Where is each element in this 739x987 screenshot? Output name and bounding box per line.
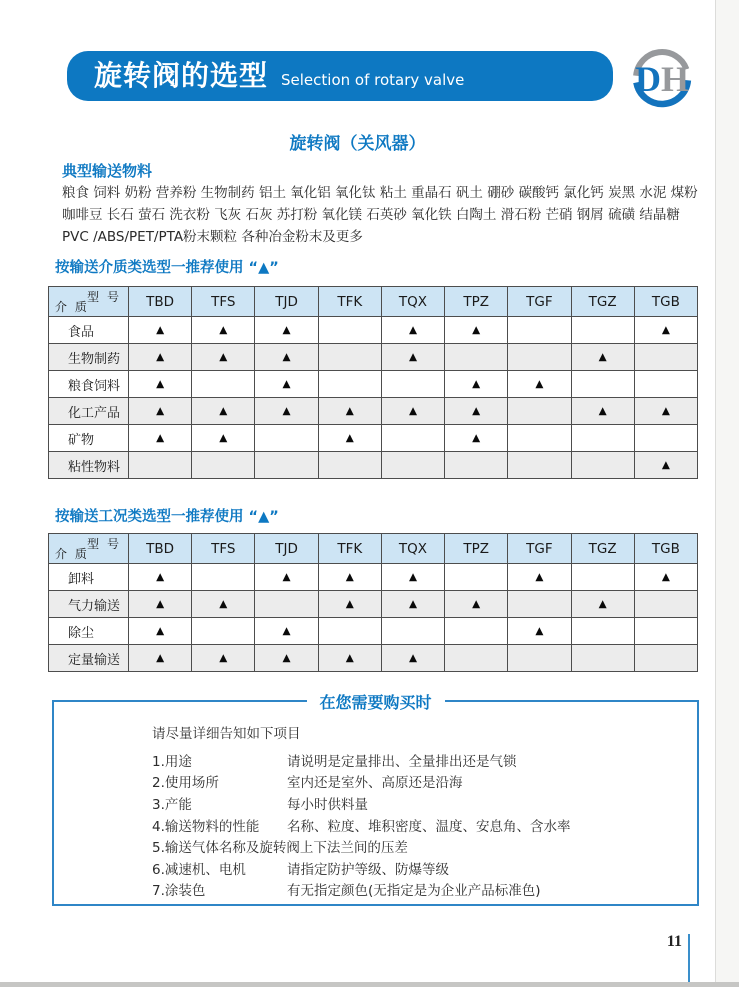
empty-cell — [571, 618, 634, 645]
mark-cell: ▲ — [381, 564, 444, 591]
row-label: 生物制药 — [49, 344, 129, 371]
mark-cell: ▲ — [192, 398, 255, 425]
column-header-tgz: TGZ — [571, 287, 634, 317]
page-bottom-edge — [0, 982, 739, 987]
empty-cell — [508, 344, 571, 371]
column-header-tfk: TFK — [318, 534, 381, 564]
logo-letter-d: D — [634, 59, 661, 99]
purchase-item-desc: 请指定防护等级、防爆等级 — [287, 861, 449, 878]
mark-cell: ▲ — [445, 317, 508, 344]
banner-title-zh: 旋转阀的选型 — [94, 59, 269, 92]
mark-cell: ▲ — [508, 564, 571, 591]
empty-cell — [255, 452, 318, 479]
empty-cell — [318, 344, 381, 371]
materials-heading: 典型输送物料 — [62, 162, 153, 180]
mark-cell: ▲ — [571, 591, 634, 618]
mark-cell: ▲ — [508, 371, 571, 398]
dh-logo — [617, 44, 703, 120]
mark-cell: ▲ — [129, 398, 192, 425]
column-header-tfk: TFK — [318, 287, 381, 317]
table-row — [49, 618, 698, 645]
empty-cell — [508, 317, 571, 344]
mark-cell: ▲ — [255, 344, 318, 371]
mark-cell: ▲ — [381, 398, 444, 425]
corner-bottom-label: 介 质 — [55, 547, 89, 561]
column-header-tqx: TQX — [381, 287, 444, 317]
empty-cell — [318, 618, 381, 645]
mark-cell: ▲ — [445, 398, 508, 425]
purchase-item — [152, 771, 697, 793]
purchase-item — [152, 792, 697, 814]
empty-cell — [634, 591, 697, 618]
empty-cell — [634, 344, 697, 371]
row-label: 卸料 — [49, 564, 129, 591]
purchase-item-label: 2.使用场所 — [152, 775, 219, 792]
purchase-items — [152, 749, 697, 900]
mark-cell: ▲ — [192, 344, 255, 371]
header-row — [49, 287, 698, 317]
empty-cell — [508, 645, 571, 672]
mark-cell: ▲ — [192, 591, 255, 618]
column-header-tgz: TGZ — [571, 534, 634, 564]
purchase-item — [152, 835, 697, 857]
column-header-tbd: TBD — [129, 534, 192, 564]
column-header-tgb: TGB — [634, 287, 697, 317]
page-number-rule — [688, 934, 690, 982]
mark-cell: ▲ — [445, 591, 508, 618]
empty-cell — [634, 618, 697, 645]
page-title: 旋转阀（关风器） — [289, 134, 426, 154]
table-row — [49, 317, 698, 344]
row-label: 气力输送 — [49, 591, 129, 618]
table-row — [49, 645, 698, 672]
purchase-intro: 请尽量详细告知如下项目 — [152, 726, 301, 742]
empty-cell — [634, 425, 697, 452]
mark-cell: ▲ — [634, 564, 697, 591]
column-header-tbd: TBD — [129, 287, 192, 317]
table-row — [49, 344, 698, 371]
empty-cell — [255, 425, 318, 452]
mark-cell: ▲ — [129, 645, 192, 672]
mark-cell: ▲ — [318, 591, 381, 618]
mark-cell: ▲ — [445, 371, 508, 398]
column-header-tfs: TFS — [192, 534, 255, 564]
empty-cell — [508, 398, 571, 425]
empty-cell — [381, 371, 444, 398]
mark-cell: ▲ — [129, 344, 192, 371]
empty-cell — [192, 371, 255, 398]
column-header-tpz: TPZ — [445, 534, 508, 564]
table-row — [49, 398, 698, 425]
empty-cell — [571, 371, 634, 398]
column-header-tqx: TQX — [381, 534, 444, 564]
purchase-item — [152, 749, 697, 771]
empty-cell — [192, 452, 255, 479]
mark-cell: ▲ — [318, 564, 381, 591]
purchase-item-label: 7.涂装色 — [152, 883, 206, 900]
table-row — [49, 452, 698, 479]
empty-cell — [381, 618, 444, 645]
page-number: 11 — [666, 933, 682, 950]
column-header-tgb: TGB — [634, 534, 697, 564]
svg-text:DH — [635, 59, 689, 99]
mark-cell: ▲ — [255, 645, 318, 672]
column-header-tjd: TJD — [255, 287, 318, 317]
empty-cell — [445, 645, 508, 672]
mark-cell: ▲ — [255, 618, 318, 645]
row-label: 粮食饲料 — [49, 371, 129, 398]
table2-heading: 按输送工况类选型一推荐使用 “▲” — [55, 509, 279, 525]
table-row — [49, 591, 698, 618]
empty-cell — [634, 371, 697, 398]
purchase-item-desc: 请说明是定量排出、全量排出还是气锁 — [287, 753, 517, 770]
mark-cell: ▲ — [192, 645, 255, 672]
row-label: 除尘 — [49, 618, 129, 645]
empty-cell — [571, 564, 634, 591]
purchase-item — [152, 857, 697, 879]
selection-table — [48, 533, 698, 672]
purchase-item-desc: 名称、粒度、堆积密度、温度、安息角、含水率 — [287, 818, 571, 835]
row-label: 化工产品 — [49, 398, 129, 425]
empty-cell — [508, 425, 571, 452]
empty-cell — [571, 317, 634, 344]
empty-cell — [255, 591, 318, 618]
empty-cell — [508, 452, 571, 479]
table-row — [49, 425, 698, 452]
empty-cell — [445, 452, 508, 479]
media-selection-table — [48, 286, 698, 479]
purchase-item-desc: 每小时供料量 — [287, 796, 368, 813]
table-row — [49, 564, 698, 591]
empty-cell — [192, 564, 255, 591]
empty-cell — [634, 645, 697, 672]
selection-table — [48, 286, 698, 479]
corner-bottom-label: 介 质 — [55, 300, 89, 314]
empty-cell — [318, 371, 381, 398]
empty-cell — [318, 317, 381, 344]
purchase-item — [152, 814, 697, 836]
mark-cell: ▲ — [129, 425, 192, 452]
dh-logo-icon — [617, 44, 703, 120]
purchase-item-label: 3.产能 — [152, 796, 192, 813]
mark-cell: ▲ — [634, 398, 697, 425]
row-label: 定量输送 — [49, 645, 129, 672]
empty-cell — [445, 618, 508, 645]
header-banner — [67, 51, 613, 101]
mark-cell: ▲ — [192, 425, 255, 452]
purchase-box-title: 在您需要购买时 — [306, 690, 444, 713]
column-header-tfs: TFS — [192, 287, 255, 317]
column-header-tjd: TJD — [255, 534, 318, 564]
corner-top-label: 型 号 — [87, 537, 121, 551]
mark-cell: ▲ — [255, 564, 318, 591]
empty-cell — [508, 591, 571, 618]
purchase-item-desc: 有无指定颜色(无指定是为企业产品标准色) — [287, 883, 541, 900]
row-label: 食品 — [49, 317, 129, 344]
mark-cell: ▲ — [318, 425, 381, 452]
mark-cell: ▲ — [634, 317, 697, 344]
purchase-item-label: 6.减速机、电机 — [152, 861, 246, 878]
header-row — [49, 534, 698, 564]
mark-cell: ▲ — [129, 591, 192, 618]
mark-cell: ▲ — [381, 591, 444, 618]
banner-title-en: Selection of rotary valve — [281, 71, 465, 89]
empty-cell — [129, 452, 192, 479]
table-row — [49, 371, 698, 398]
empty-cell — [445, 564, 508, 591]
condition-selection-table — [48, 533, 698, 672]
empty-cell — [192, 618, 255, 645]
mark-cell: ▲ — [318, 398, 381, 425]
mark-cell: ▲ — [129, 564, 192, 591]
empty-cell — [571, 452, 634, 479]
column-header-tpz: TPZ — [445, 287, 508, 317]
materials-text: 粮食 饲料 奶粉 营养粉 生物制药 铝土 氧化铝 氧化钛 粘土 重晶石 矾土 硼砂 碳酸钙 氯化钙 炭黑 水泥 煤粉 咖啡豆 长石 萤石 洗衣粉 飞灰 石灰 苏打粉 氧化镁 石英砂 氧化铁 白陶土 滑石粉 芒硝 钢屑 硫磺 结晶糖 PVC /ABS/PET/PTA粉末颗粒 各种冶金粉末及更多 — [62, 185, 698, 245]
purchase-item — [152, 879, 697, 901]
table1-heading: 按输送介质类选型一推荐使用 “▲” — [55, 260, 279, 276]
corner-header-cell — [49, 534, 129, 564]
mark-cell: ▲ — [318, 645, 381, 672]
empty-cell — [381, 425, 444, 452]
mark-cell: ▲ — [634, 452, 697, 479]
corner-top-label: 型 号 — [87, 290, 121, 304]
mark-cell: ▲ — [192, 317, 255, 344]
mark-cell: ▲ — [445, 425, 508, 452]
mark-cell: ▲ — [255, 317, 318, 344]
purchase-info-box — [52, 693, 699, 906]
mark-cell: ▲ — [129, 618, 192, 645]
column-header-tgf: TGF — [508, 287, 571, 317]
mark-cell: ▲ — [255, 398, 318, 425]
row-label: 矿物 — [49, 425, 129, 452]
mark-cell: ▲ — [571, 344, 634, 371]
purchase-item-label: 1.用途 — [152, 753, 192, 770]
purchase-item-desc: 室内还是室外、高原还是沿海 — [287, 775, 463, 792]
mark-cell: ▲ — [381, 317, 444, 344]
empty-cell — [571, 425, 634, 452]
mark-cell: ▲ — [129, 371, 192, 398]
mark-cell: ▲ — [381, 344, 444, 371]
empty-cell — [445, 344, 508, 371]
mark-cell: ▲ — [381, 645, 444, 672]
column-header-tgf: TGF — [508, 534, 571, 564]
corner-header-cell — [49, 287, 129, 317]
page-right-edge — [715, 0, 716, 982]
logo-letter-h: H — [660, 59, 690, 99]
mark-cell: ▲ — [571, 398, 634, 425]
mark-cell: ▲ — [255, 371, 318, 398]
empty-cell — [381, 452, 444, 479]
empty-cell — [571, 645, 634, 672]
mark-cell: ▲ — [508, 618, 571, 645]
purchase-item-label: 5.输送气体名称及旋转阀上下法兰间的压差 — [152, 840, 408, 857]
row-label: 粘性物料 — [49, 452, 129, 479]
mark-cell: ▲ — [129, 317, 192, 344]
purchase-item-label: 4.输送物料的性能 — [152, 818, 260, 835]
empty-cell — [318, 452, 381, 479]
